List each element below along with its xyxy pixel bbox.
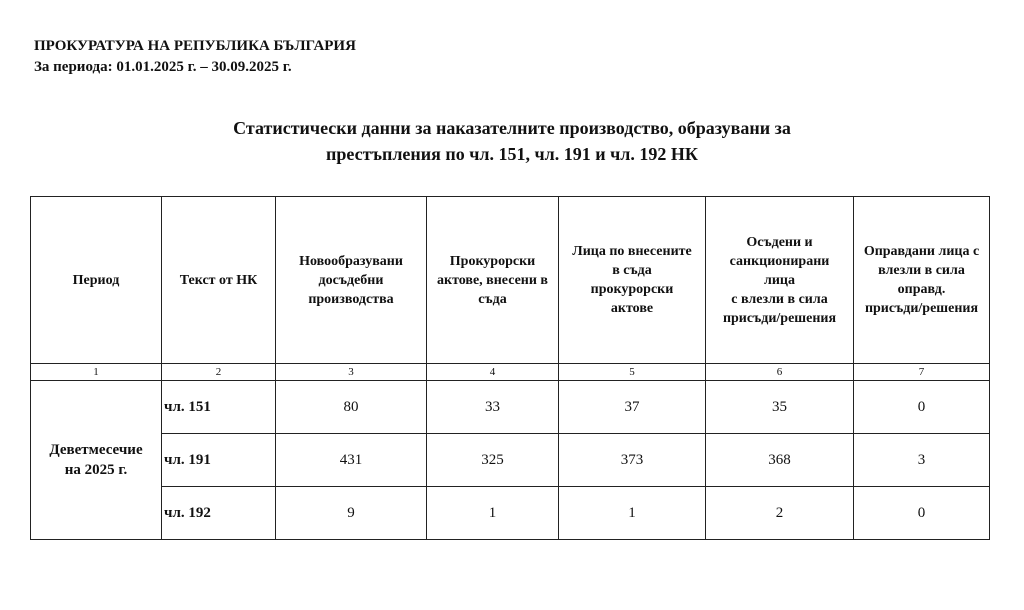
organization-name: ПРОКУРАТУРА НА РЕПУБЛИКА БЪЛГАРИЯ	[34, 38, 356, 54]
column-header-new-proceedings: Новообразувани досъдебни производства	[276, 197, 427, 364]
column-number: 1	[31, 364, 162, 381]
prosecutor-acts-cell: 325	[427, 434, 559, 487]
document-header	[34, 36, 356, 78]
table-row	[31, 434, 990, 487]
acquitted-cell: 3	[854, 434, 990, 487]
column-header-persons-charged: Лица по внесените в съда прокурорски актове	[559, 197, 706, 364]
column-number: 5	[559, 364, 706, 381]
prosecutor-acts-cell: 33	[427, 381, 559, 434]
table-row	[31, 487, 990, 540]
column-header-period: Период	[31, 197, 162, 364]
persons-charged-cell: 373	[559, 434, 706, 487]
column-number: 6	[706, 364, 854, 381]
statistics-table	[30, 196, 990, 540]
column-number: 3	[276, 364, 427, 381]
column-number: 7	[854, 364, 990, 381]
column-header-article: Текст от НК	[162, 197, 276, 364]
document-title	[0, 115, 1024, 167]
article-cell: чл. 192	[162, 487, 276, 540]
convicted-cell: 368	[706, 434, 854, 487]
column-header-prosecutor-acts: Прокурорски актове, внесени в съда	[427, 197, 559, 364]
column-number: 2	[162, 364, 276, 381]
article-cell: чл. 151	[162, 381, 276, 434]
convicted-cell: 2	[706, 487, 854, 540]
column-header-convicted: Осъдени и санкционирани лица с влезли в сила присъди/решения	[706, 197, 854, 364]
reporting-period: За периода: 01.01.2025 г. – 30.09.2025 г.	[34, 59, 292, 75]
article-cell: чл. 191	[162, 434, 276, 487]
new-proceedings-cell: 431	[276, 434, 427, 487]
title-line-2: престъпления по чл. 151, чл. 191 и чл. 192 НК	[326, 144, 698, 164]
table-row	[31, 381, 990, 434]
persons-charged-cell: 1	[559, 487, 706, 540]
column-number: 4	[427, 364, 559, 381]
new-proceedings-cell: 9	[276, 487, 427, 540]
persons-charged-cell: 37	[559, 381, 706, 434]
acquitted-cell: 0	[854, 381, 990, 434]
period-cell: Деветмесечие на 2025 г.	[31, 381, 162, 540]
acquitted-cell: 0	[854, 487, 990, 540]
convicted-cell: 35	[706, 381, 854, 434]
column-number-row	[31, 364, 990, 381]
title-line-1: Статистически данни за наказателните производство, образувани за	[233, 118, 791, 138]
column-header-acquitted: Оправдани лица с влезли в сила оправд. присъди/решения	[854, 197, 990, 364]
table-header-row	[31, 197, 990, 364]
new-proceedings-cell: 80	[276, 381, 427, 434]
prosecutor-acts-cell: 1	[427, 487, 559, 540]
